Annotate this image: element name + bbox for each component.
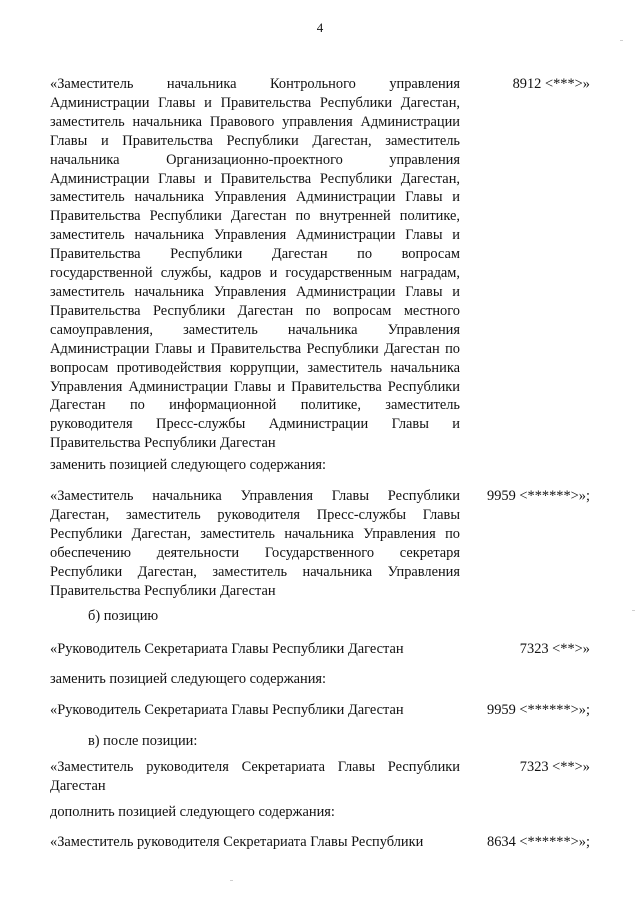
position-code: 9959 <******>»; bbox=[487, 702, 590, 718]
position-code: 8912 <***>» bbox=[512, 76, 590, 92]
position-entry bbox=[50, 701, 590, 720]
position-entry bbox=[50, 640, 590, 659]
instruction-replace: заменить позицией следующего содержания: bbox=[50, 457, 327, 473]
position-entry bbox=[50, 833, 590, 852]
instruction-replace: заменить позицией следующего содержания: bbox=[50, 671, 327, 687]
scan-speck bbox=[230, 880, 233, 881]
scan-speck bbox=[620, 40, 623, 41]
page-number: 4 bbox=[316, 20, 324, 35]
position-text: «Заместитель начальника Контрольного управления Администрации Главы и Правительства Республики Дагестан, заместитель начальника Правового управления Администрации Главы и Правительства Республики Дагестан, заместитель начальника Организационно-проектного управления Администрации Главы и Правительства Республики Дагестан, заместитель начальника Управления Администрации Главы и Правительства Республики Дагестан по внутренней политике, заместитель начальника Управления Администрации Главы и Правительства Республики Дагестан по вопросам государственной службы, кадров и государственным наградам, заместитель начальника Управления Администрации Главы и Правительства Республики Дагестан по вопросам местного самоуправления, заместитель начальника Управления Администрации Главы и Правительства Республики Дагестан по вопросам противодействия коррупции, заместитель начальника Управления Администрации Главы и Правительства Республики Дагестан по информационной политике, заместитель руководителя Пресс-службы Администрации Главы и Правительства Республики Дагестан bbox=[50, 76, 460, 452]
position-entry bbox=[50, 75, 590, 453]
position-code: 8634 <******>»; bbox=[487, 834, 590, 850]
scan-speck bbox=[632, 610, 635, 611]
subitem-b: б) позицию bbox=[88, 608, 159, 624]
position-text: «Заместитель начальника Управления Главы Республики Дагестан, заместитель руководителя Пресс-службы Главы Республики Дагестан, заместитель начальника Управления по обеспечению деятельности Государственного секретаря Республики Дагестан, заместитель начальника Управления Правительства Республики Дагестан bbox=[50, 488, 460, 599]
position-text: «Руководитель Секретариата Главы Республики Дагестан bbox=[50, 702, 404, 718]
position-text: «Заместитель руководителя Секретариата Главы Республики bbox=[50, 834, 424, 850]
position-code: 7323 <**>» bbox=[519, 759, 590, 775]
position-entry bbox=[50, 487, 590, 600]
position-text: «Руководитель Секретариата Главы Республики Дагестан bbox=[50, 641, 404, 657]
position-entry bbox=[50, 758, 590, 796]
position-text: «Заместитель руководителя Секретариата Главы Республики Дагестан bbox=[50, 759, 460, 794]
instruction-add: дополнить позицией следующего содержания: bbox=[50, 804, 335, 820]
position-code: 7323 <**>» bbox=[519, 641, 590, 657]
position-code: 9959 <******>»; bbox=[487, 488, 590, 504]
subitem-v: в) после позиции: bbox=[88, 733, 198, 749]
